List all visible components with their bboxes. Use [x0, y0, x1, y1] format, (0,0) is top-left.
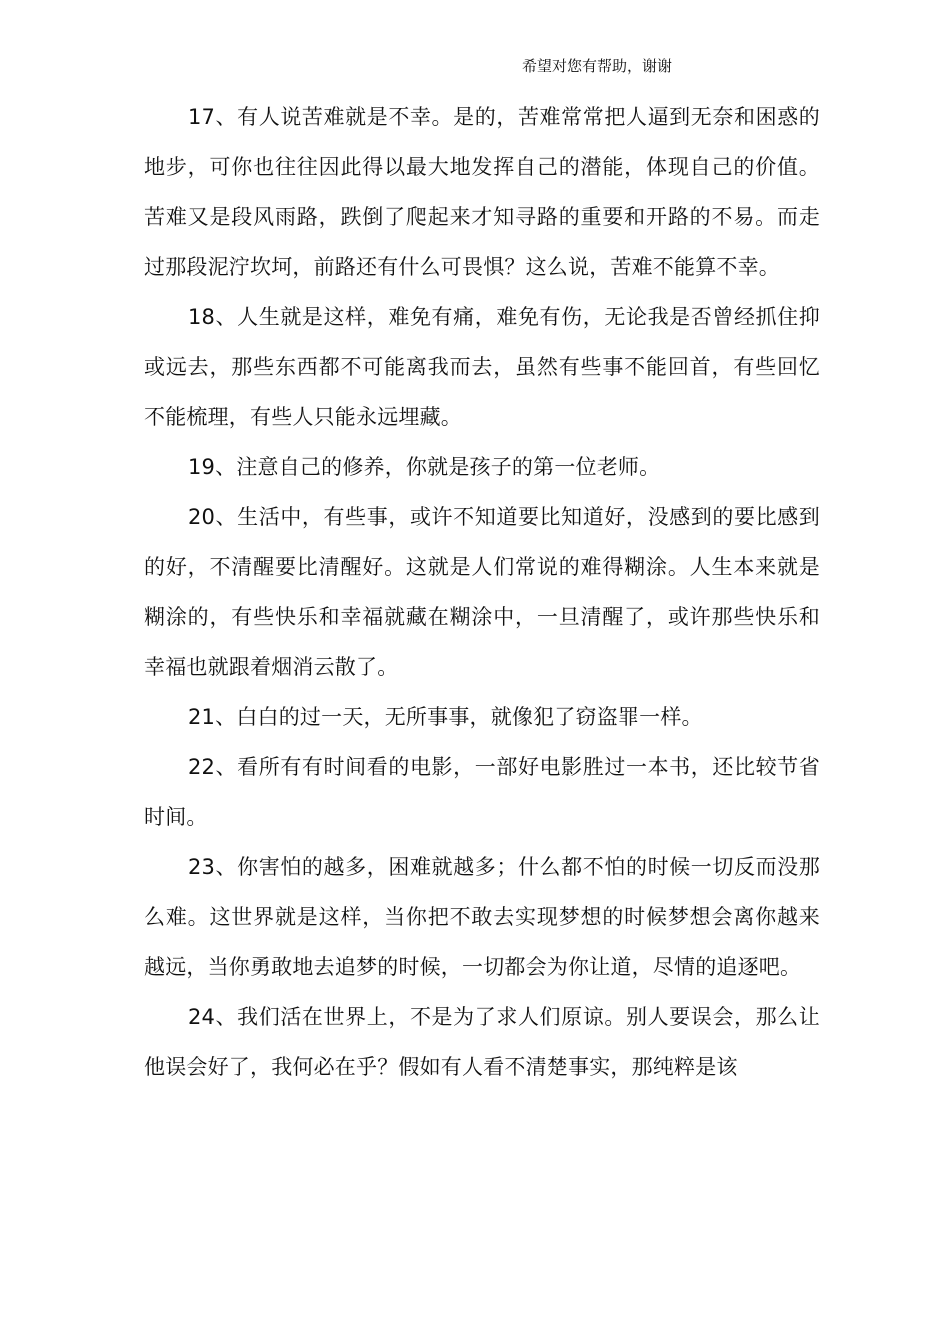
page-header: 希望对您有帮助，谢谢 [522, 57, 673, 75]
paragraph-20: 20、生活中，有些事，或许不知道要比知道好，没感到的要比感到的好，不清醒要比清醒好。这就是人们常说的难得糊涂。人生本来就是糊涂的，有些快乐和幸福就藏在糊涂中，一旦清醒了，或许那些快乐和幸福也就跟着烟消云散了。 [144, 505, 820, 679]
paragraph-19: 19、注意自己的修养，你就是孩子的第一位老师。 [188, 455, 661, 479]
document-body [144, 92, 820, 1092]
paragraph-22: 22、看所有有时间看的电影，一部好电影胜过一本书，还比较节省时间。 [144, 755, 820, 829]
paragraph-21: 21、白白的过一天，无所事事，就像犯了窃盗罪一样。 [188, 705, 703, 729]
paragraph-17: 17、有人说苦难就是不幸。是的，苦难常常把人逼到无奈和困惑的地步，可你也往往因此得以最大地发挥自己的潜能，体现自己的价值。苦难又是段风雨路，跌倒了爬起来才知寻路的重要和开路的不易。而走过那段泥泞坎坷，前路还有什么可畏惧？这么说，苦难不能算不幸。 [144, 105, 820, 279]
paragraph-18: 18、人生就是这样，难免有痛，难免有伤，无论我是否曾经抓住抑或远去，那些东西都不可能离我而去，虽然有些事不能回首，有些回忆不能梳理，有些人只能永远埋藏。 [144, 305, 820, 429]
paragraph-23: 23、你害怕的越多，困难就越多；什么都不怕的时候一切反而没那么难。这世界就是这样，当你把不敢去实现梦想的时候梦想会离你越来越远，当你勇敢地去追梦的时候，一切都会为你让道，尽情的追逐吧。 [144, 855, 820, 979]
paragraph-24: 24、我们活在世界上，不是为了求人们原谅。别人要误会，那么让他误会好了，我何必在乎？假如有人看不清楚事实，那纯粹是该 [144, 1005, 820, 1079]
